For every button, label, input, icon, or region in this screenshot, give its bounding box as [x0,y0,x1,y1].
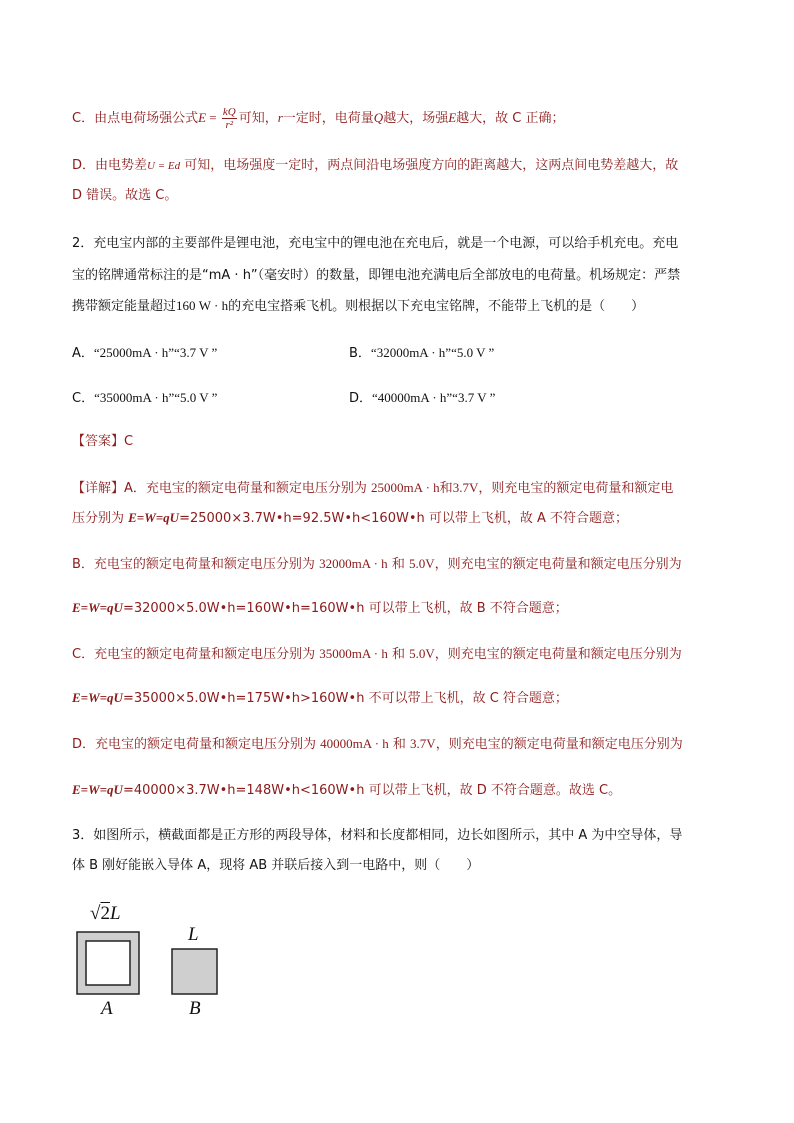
detail-c-mid: 和 [387,647,410,662]
detail-a-charge: 25000mA · h [371,480,440,495]
q2-line3 [72,296,644,317]
formula-e: E [198,110,207,125]
q2-line3-tail: 的充电宝搭乘飞机。则根据以下充电宝铭牌，不能带上飞机的是（ ） [228,299,645,314]
option-d-tail: 可知，电场强度一定时，两点间沿电场强度方向的距离越大，这两点间电势差越大，故 [180,158,679,173]
option-c-prefix: C．由点电荷场强公式 [72,111,199,126]
answer-value: C [124,434,134,449]
q3-line1: 3．如图所示，横截面都是正方形的两段导体，材料和长度都相同，边长如图所示，其中 A 为中空导体，导 [72,828,683,843]
option-c-mid: 可知， [238,111,278,126]
var-q: Q [373,110,384,125]
formula-u-ed: U = Ed [147,160,181,172]
formula-fraction [222,106,237,131]
detail-c-tail: ，则充电宝的额定电荷量和额定电压分别为 [434,647,682,662]
detail-a-line2 [72,508,628,529]
sqrt-radicand: 2 [100,903,110,924]
detail-a2-tail: 可以带上飞机，故 A 不符合题意； [424,511,629,526]
detail-b-line1 [72,554,682,575]
prev-option-c [72,106,565,131]
detail-b-tail: ，则充电宝的额定电荷量和额定电压分别为 [434,557,682,572]
detail-d-calc: =40000×3.7W•h=148W•h<160W•h [122,783,365,798]
detail-d-tail: ，则充电宝的额定电荷量和额定电压分别为 [435,737,683,752]
prev-option-d-line2: D 错误。故选 C。 [72,188,178,203]
detail-a-prefix: A．充电宝的额定电荷量和额定电压分别为 [124,481,372,496]
detail-d-line1 [72,734,683,755]
label-b: B [189,998,201,1019]
detail-a2-prefix: 压分别为 [72,511,129,526]
option-c-tail: 越大，故 C 正确； [456,111,565,126]
detail-d-mid: 和 [388,737,411,752]
detail-a-calc: =25000×3.7W•h=92.5W•h<160W•h [179,511,425,526]
detail-b-calc: =32000×5.0W•h=160W•h=160W•h [122,601,365,616]
detail-d-prefix: D．充电宝的额定电荷量和额定电压分别为 [72,737,321,752]
conductor-a-hollow [86,941,130,985]
detail-d-line2 [72,780,621,801]
q2-option-d[interactable] [349,388,495,409]
q2-option-a[interactable] [72,343,217,364]
detail-d2-tail: 可以带上飞机，故 D 不符合题意。故选 C。 [364,783,622,798]
label-a: A [101,998,113,1019]
sqrt-l: L [109,903,121,924]
detail-a-line1 [72,478,673,499]
conductor-b [172,949,217,994]
detail-c-formula: E=W=qU [72,690,123,705]
option-d-prefix: D．由电势差 [72,158,148,173]
detail-b-charge: 32000mA · h [319,556,388,571]
detail-c-line1 [72,644,682,665]
option-text: “25000mA · h”“3.7 V ” [93,345,218,360]
q2-option-b[interactable] [349,343,494,364]
detail-c-charge: 35000mA · h [319,646,388,661]
detail-b2-tail: 可以带上飞机，故 B 不符合题意； [364,601,568,616]
var-r: r [277,110,283,125]
q3-line2: 体 B 刚好能嵌入导体 A，现将 AB 并联后接入到一电路中，则（ ） [72,858,480,873]
q2-option-c[interactable] [72,388,217,409]
option-label: A． [72,346,94,361]
detail-b-formula: E=W=qU [72,600,123,615]
detail-c-prefix: C．充电宝的额定电荷量和额定电压分别为 [72,647,320,662]
q2-line3-prefix: 携带额定能量超过 [72,299,177,314]
q2-line2: 宝的铭牌通常标注的是“mA · h”（毫安时）的数量，即锂电池充满电后全部放电的电荷量。机场规定：严禁 [72,268,681,283]
option-text: “32000mA · h”“5.0 V ” [370,345,495,360]
detail-a-voltage: 3.7V [452,480,479,495]
var-e: E [448,110,457,125]
detail-c-line2 [72,688,568,709]
option-label: B． [349,346,371,361]
answer-bracket: 【答案】 [72,434,125,449]
q2-energy-limit: 160 W · h [176,298,229,313]
option-label: C． [72,391,95,406]
detail-a-mid: 和 [439,481,453,496]
detail-c-voltage: 5.0V [409,646,435,661]
formula-eq: = [206,110,220,125]
fraction-denominator: r² [225,119,234,131]
option-c-mid2: 一定时，电荷量 [282,111,374,126]
detail-c2-tail: 不可以带上飞机，故 C 符合题意； [364,691,568,706]
detail-d-formula: E=W=qU [72,782,123,797]
detail-a-formula: E=W=qU [128,510,180,525]
option-text: “40000mA · h”“3.7 V ” [372,390,496,405]
detail-b-mid: 和 [387,557,409,572]
option-c-mid3: 越大，场强 [383,111,449,126]
detail-c-calc: =35000×5.0W•h=175W•h>160W•h [122,691,365,706]
detail-d-voltage: 3.7V [410,736,436,751]
detail-b-voltage: 5.0V [408,556,435,571]
option-label: D． [349,391,373,406]
detail-d-charge: 40000mA · h [320,736,389,751]
option-text: “35000mA · h”“5.0 V ” [94,390,218,405]
conductor-figure [72,900,232,1025]
detail-bracket: 【详解】 [72,481,125,496]
detail-a-tail: ，则充电宝的额定电荷量和额定电 [478,481,674,496]
detail-b-prefix: B．充电宝的额定电荷量和额定电压分别为 [72,557,320,572]
answer-line [72,432,133,452]
prev-option-d-line1 [72,156,678,176]
sqrt-sign: √ [90,903,101,924]
fraction-numerator: kQ [222,106,236,118]
label-l: L [188,924,199,945]
conductor-shapes [72,900,232,1025]
q2-line1: 2．充电宝内部的主要部件是锂电池，充电宝中的锂电池在充电后，就是一个电源，可以给手机充电。充电 [72,236,679,251]
detail-b-line2 [72,598,568,619]
